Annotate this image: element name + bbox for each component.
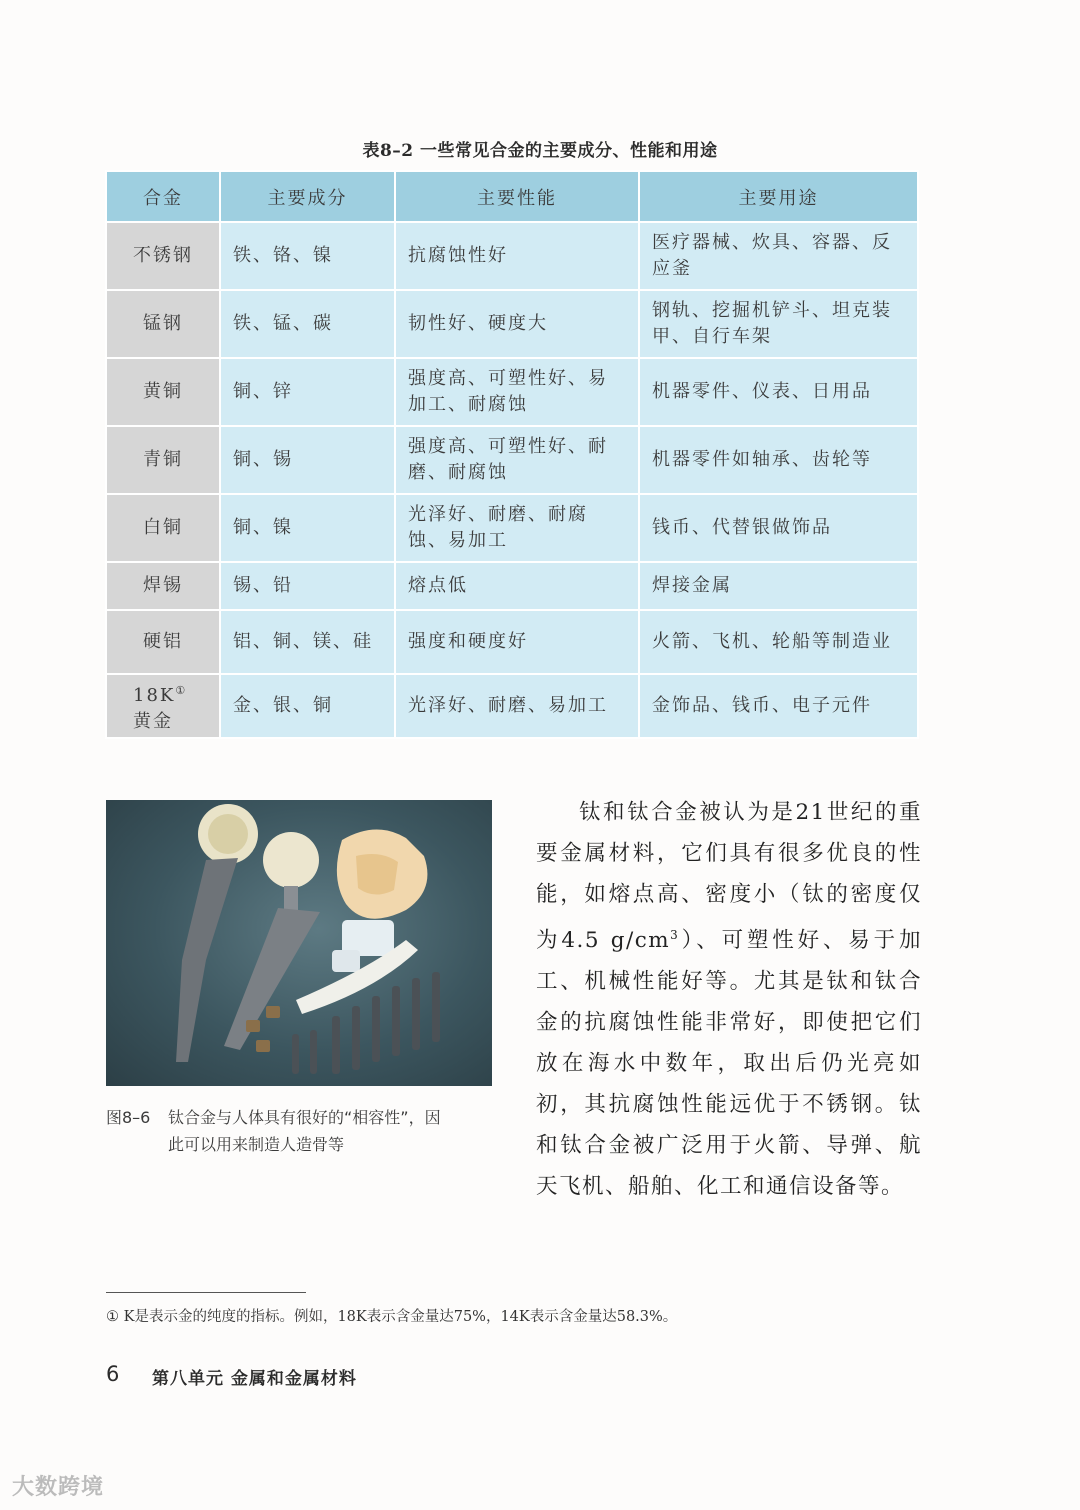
- header-alloy: 合金: [106, 171, 220, 222]
- header-composition: 主要成分: [220, 171, 395, 222]
- table-row: [106, 610, 918, 674]
- alloy-name-gold: 黄金: [133, 710, 173, 732]
- alloy-uses: 焊接金属: [639, 562, 918, 610]
- alloy-properties: 熔点低: [395, 562, 639, 610]
- table-row: [106, 358, 918, 426]
- titanium-paragraph: [536, 792, 922, 1207]
- header-properties: 主要性能: [395, 171, 639, 222]
- alloy-properties: 强度高、可塑性好、耐磨、耐腐蚀: [395, 426, 639, 494]
- alloy-composition: 铜、锡: [220, 426, 395, 494]
- alloy-uses: 钱币、代替银做饰品: [639, 494, 918, 562]
- alloy-name: 锰钢: [106, 290, 220, 358]
- alloy-composition: 铁、锰、碳: [220, 290, 395, 358]
- alloy-name: 焊锡: [106, 562, 220, 610]
- titanium-implant-photo: [106, 800, 492, 1086]
- alloy-properties: 强度和硬度好: [395, 610, 639, 674]
- alloy-name: [106, 674, 220, 738]
- alloy-uses: 机器零件、仪表、日用品: [639, 358, 918, 426]
- alloy-properties: 强度高、可塑性好、易加工、耐腐蚀: [395, 358, 639, 426]
- table-row: [106, 562, 918, 610]
- alloy-composition: 铜、锌: [220, 358, 395, 426]
- footnote-marker: ①: [175, 683, 188, 697]
- table-row: [106, 674, 918, 738]
- header-uses: 主要用途: [639, 171, 918, 222]
- superscript-3: 3: [670, 928, 680, 942]
- alloy-name-18k: 18K: [133, 684, 176, 706]
- table-header-row: [106, 171, 918, 222]
- alloy-name: 青铜: [106, 426, 220, 494]
- figure-label: 图8–6: [106, 1108, 151, 1127]
- alloy-table: [105, 170, 919, 739]
- figure-caption: [106, 1104, 506, 1158]
- figure-caption-line2: 此可以用来制造人造骨等: [168, 1135, 345, 1154]
- watermark-logo: 大数跨境: [12, 1475, 105, 1500]
- alloy-properties: 抗腐蚀性好: [395, 222, 639, 290]
- table-row: [106, 426, 918, 494]
- alloy-composition: 铝、铜、镁、硅: [220, 610, 395, 674]
- alloy-uses: 钢轨、挖掘机铲斗、坦克装甲、自行车架: [639, 290, 918, 358]
- alloy-composition: 铁、铬、镍: [220, 222, 395, 290]
- table-row: [106, 290, 918, 358]
- alloy-composition: 铜、镍: [220, 494, 395, 562]
- alloy-name: 黄铜: [106, 358, 220, 426]
- alloy-composition: 锡、铅: [220, 562, 395, 610]
- alloy-uses: 机器零件如轴承、齿轮等: [639, 426, 918, 494]
- alloy-name: 白铜: [106, 494, 220, 562]
- footnote: ① K是表示金的纯度的指标。例如，18K表示含金量达75%，14K表示含金量达58.3%。: [106, 1309, 678, 1325]
- table-caption: 表8–2 一些常见合金的主要成分、性能和用途: [362, 141, 718, 161]
- alloy-composition: 金、银、铜: [220, 674, 395, 738]
- alloy-uses: 医疗器械、炊具、容器、反应釜: [639, 222, 918, 290]
- alloy-name: 硬铝: [106, 610, 220, 674]
- footnote-divider: [106, 1292, 306, 1293]
- alloy-uses: 火箭、飞机、轮船等制造业: [639, 610, 918, 674]
- page-number: 6: [106, 1362, 120, 1386]
- unit-title: 第八单元 金属和金属材料: [152, 1369, 357, 1389]
- alloy-properties: 韧性好、硬度大: [395, 290, 639, 358]
- alloy-properties: 光泽好、耐磨、易加工: [395, 674, 639, 738]
- paragraph-text-cont: ）、可塑性好、易于加工、机械性能好等。尤其是钛和钛合金的抗腐蚀性能非常好，即使把它们放在海水中数年，取出后仍光亮如初，其抗腐蚀性能远优于不锈钢。钛和钛合金被广泛用于火箭、导弹、航天飞机、船舶、化工和通信设备等。: [536, 928, 922, 1200]
- paragraph-text: 钛和钛合金被认为是21世纪的重要金属材料，它们具有很多优良的性能，如熔点高、密度小（钛的密度仅为4.5 g/cm: [536, 800, 922, 954]
- table-row: [106, 494, 918, 562]
- alloy-name: 不锈钢: [106, 222, 220, 290]
- figure-caption-line1: 钛合金与人体具有很好的“相容性”，因: [168, 1108, 441, 1127]
- alloy-uses: 金饰品、钱币、电子元件: [639, 674, 918, 738]
- table-row: [106, 222, 918, 290]
- alloy-properties: 光泽好、耐磨、耐腐蚀、易加工: [395, 494, 639, 562]
